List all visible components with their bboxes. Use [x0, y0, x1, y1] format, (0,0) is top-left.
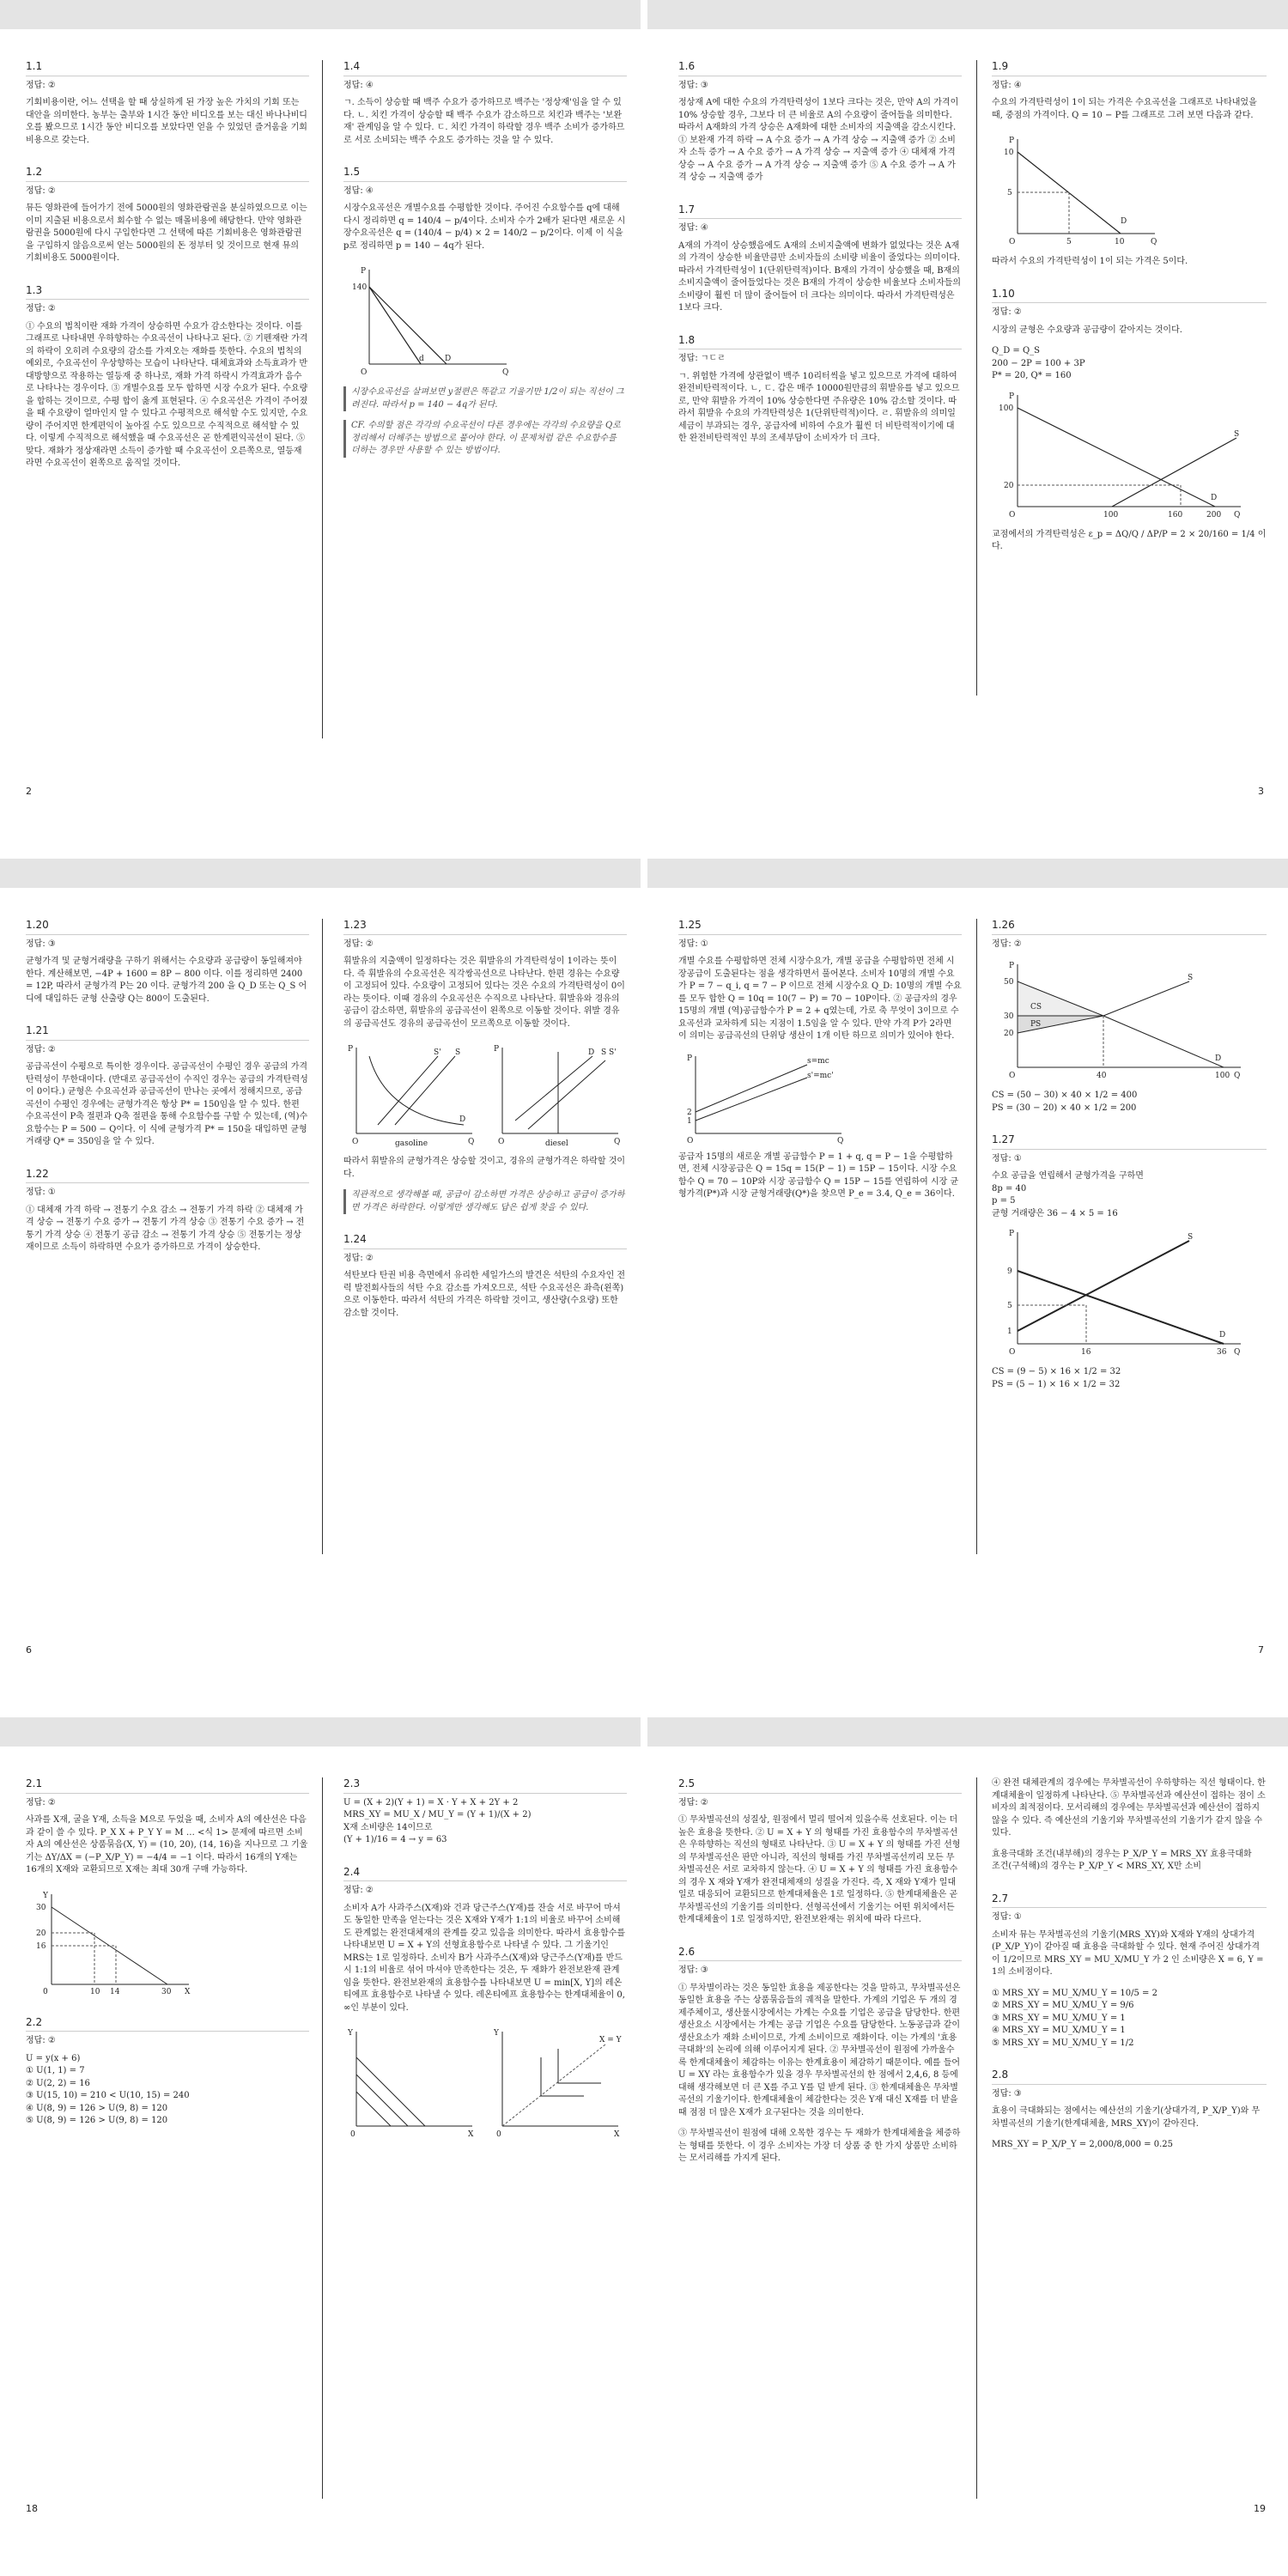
explanation: ① 무차별곡선의 성질상, 원점에서 멀리 떨어져 있을수록 선호된다. 이는 더 높은 효용을 뜻한다. ② U = X + Y 의 형태를 가진 효용함수의 무차별곡선은 우하향하는 직선의 형태로 나타난다. ③ U = X + Y 의 형태를 가진 선형의 무차별곡선은 판만 아니라, 직선의 형태를 가진 무차별곡선끼리 모든 무차별곡선은 서로 교차하지 않는다. ④ U = X + Y 의 형태를 가진 효용함수의 경우 X 재와 Y재가 완전대체재의 성질을 가진다. 즉, X 재와 Y재가 일대일로 대응되어 교환되므로 한계대체율은 1로 일정하다. ⑤ 한계대체율은 곧 무차별곡선의 기울기를 의미한다. 선형곡선에서 기울기는 어떤 위치에서든 한계대체율이 1로 일정하지만, 완전보완재는 위치에 따라 다르다.	[678, 1815, 961, 1924]
problem-1-8	[678, 334, 962, 446]
equation: X재 소비량은 14이므로	[343, 1822, 433, 1832]
svg-text:Y: Y	[348, 2029, 353, 2038]
page-number: 7	[1258, 1644, 1264, 1656]
equation: ① U(1, 1) = 7	[26, 2066, 85, 2075]
equation: U = (X + 2)(Y + 1) = X · Y + X + 2Y + 2	[343, 1797, 519, 1807]
svg-text:Q: Q	[1151, 238, 1157, 246]
problem-1-7	[678, 204, 962, 315]
page-number: 2	[26, 786, 32, 797]
svg-text:16: 16	[36, 1941, 46, 1951]
equation: U = y(x + 6)	[26, 2053, 81, 2063]
page-number: 18	[26, 2503, 38, 2514]
svg-text:O: O	[498, 1138, 505, 1146]
explanation: 수요의 가격탄력성이 1이 되는 가격은 수요곡선을 그래프로 나타내었을 때, 중점의 가격이다. Q = 10 − P를 그래프로 그려 보면 다음과 같다.	[992, 98, 1257, 120]
answer: 정답: ②	[26, 1044, 56, 1054]
svg-text:50: 50	[1004, 978, 1014, 987]
market-graph	[992, 386, 1249, 524]
equation: PS = (30 − 20) × 40 × 1/2 = 200	[992, 1103, 1137, 1113]
problem-1-1	[26, 60, 309, 147]
svg-text:30: 30	[1004, 1012, 1014, 1021]
answer: 정답: ④	[678, 223, 708, 233]
equation: ④ U(8, 9) = 126 > U(9, 8) = 120	[26, 2103, 168, 2113]
svg-text:O: O	[687, 1136, 694, 1145]
demand-graph	[343, 261, 515, 381]
svg-text:X = Y: X = Y	[599, 2036, 622, 2044]
gutter	[641, 0, 647, 859]
svg-text:P: P	[494, 1045, 500, 1054]
spread-1	[0, 0, 1288, 859]
spread-3	[0, 1717, 1288, 2576]
explanation: ④ 완전 대체관계의 경우에는 무차별곡선이 우하향하는 직선 형태이다. 한계대체율이 일정하게 나타난다. ⑤ 무차별곡선과 예산선이 접하는 점이 소비자의 최적점이다. 모서리해의 경우에는 무차별곡선과 예산선이 접하지 않을 수 있다. 즉 예산선의 기울기와 무차별곡선의 기울기가 같지 않을 수 있다.	[992, 1778, 1266, 1838]
answer: 정답: ①	[26, 1188, 56, 1197]
problem-1-10	[992, 288, 1267, 554]
svg-text:D: D	[445, 355, 452, 363]
svg-text:2: 2	[687, 1108, 692, 1117]
svg-text:Q: Q	[1234, 1072, 1241, 1080]
column	[992, 1777, 1267, 2171]
svg-text:20: 20	[1004, 1030, 1014, 1038]
svg-text:d: d	[419, 355, 424, 363]
problem-1-22	[26, 1168, 309, 1255]
svg-text:s'=mc': s'=mc'	[807, 1071, 834, 1080]
supply-graph	[678, 1052, 850, 1146]
section-title: 1.4	[343, 60, 627, 76]
svg-text:Y: Y	[494, 2029, 499, 2038]
conclusion: 교점에서의 가격탄력성은 ε_p = ΔQ/Q / ΔP/P = 2 × 20/160 = 1/4 이다.	[992, 529, 1267, 551]
svg-text:O: O	[352, 1138, 359, 1146]
svg-text:1: 1	[1007, 1327, 1012, 1336]
section-title: 1.5	[343, 166, 627, 182]
tip-note: 시장수요곡선을 살펴보면 y절편은 똑같고 기울기만 1/2이 되는 직선이 그려진다. 따라서 p = 140 − 4q가 된다.	[343, 386, 627, 411]
section-title: 1.7	[678, 204, 962, 220]
section-title: 1.2	[26, 166, 309, 182]
svg-text:100: 100	[999, 404, 1014, 413]
problem-1-3	[26, 284, 309, 471]
tip-note: 직관적으로 생각해볼 때, 공급이 감소하면 가격은 상승하고 공급이 증가하면 가격은 하락한다. 이렇게만 생각해도 답은 쉽게 찾을 수 있다.	[343, 1189, 627, 1214]
explanation: 정상재 A에 대한 수요의 가격탄력성이 1보다 크다는 것은, 만약 A의 가격이 10% 상승할 경우, 그보다 더 큰 비율로 A의 수요량이 줄어들을 의미한다. 따라서 A재화의 가격 상승은 A재화에 대한 소비자의 지출액을 감소시킨다. ① 보완재 가격 하락 → A 수요 증가 → A 가격 상승 → 지출액 증가 ② 소비자 소득 증가 → A 수요 증가 → A 가격 상승 → 지출액 증가 ④ 대체재 가격 상승 → A 수요 증가 → A 가격 상승 → 지출액 증가 ⑤ A 수요 증가 → A 가격 상승 → 지출액 증가	[678, 98, 959, 182]
explanation: ㄱ. 위험한 가격에 상관없이 백주 10리터씩을 넣고 있으므로 가격에 대하여 완전비탄력적이다. ㄴ, ㄷ. 갑은 매주 10000원만큼의 휘발유를 넣고 있으므로, 만약 휘발유 가격이 10% 상승한다면 주유량은 10% 감소할 것이다. 따라서 휘발유 수요의 가격탄력성은 1(단위탄력적)이다. ㄹ. 휘발유의 의미일 세금이 부과되는 경우, 공급자에 비하여 수요가 훨씬 더 비탄력적이기에 대한 완전비탄력적인 부의 조세부담이 소비자가 더 크다.	[678, 371, 960, 443]
svg-text:O: O	[1009, 1348, 1016, 1357]
section-title: 1.8	[678, 334, 962, 350]
svg-text:160: 160	[1168, 510, 1183, 519]
problem-1-26	[992, 919, 1267, 1115]
svg-text:5: 5	[1007, 1302, 1012, 1310]
svg-text:S: S	[1188, 974, 1194, 982]
answer: 정답: ②	[343, 1886, 374, 1895]
svg-text:Q: Q	[1234, 1348, 1241, 1357]
section-title: 1.23	[343, 919, 627, 935]
answer: 정답: ②	[992, 307, 1022, 317]
explanation: ① 무차별이라는 것은 동일한 효용을 제공한다는 것을 말하고, 무차별곡선은 동일한 효용을 주는 상품묶음들의 궤적을 말한다. 가계의 기업은 두 개의 경제주체이고, 생산물시장에서는 가계는 수요를 기업은 공급을 담당한다. 한편 생산요소 시장에서는 가계는 공급 기업은 수요를 담당한다. 노동공급과 같이 생산요소가 재화 소비이므로, 가계 소비이므로 재화이다. 이는 가계의 '효용극대화'의 논리에 의해 이루어지게 된다. ② 무차별곡선이 원점에 가까울수록 한계대체율이 체감하는 이유는 한계효용이 체감하기 때문이다. 예를 들어 U = XY 라는 효용함수가 있을 경우 무차별곡선의 한 점에서 2,4,6, 8 등에 대해 생각해보면 더 큰 X를 주고 Y를 덜 받게 된다. ③ 한계대체율은 무차별곡선의 기울기이다. 한계대체율이 체감한다는 것은 Y재 대신 X재를 더 받을 때 점점 더 많은 X재가 요구된다는 것을 의미한다.	[678, 1983, 961, 2117]
explanation: ㄱ. 소득이 상승할 때 백주 수요가 증가하므로 백주는 '정상재'임을 알 수 있다. ㄴ. 치킨 가격이 상승할 때 백주 수요가 감소하므로 치킨과 백주는 '보완재' 관계임을 알 수 있다. ㄷ. 치킨 가격이 하락할 경우 백주 소비가 증가하므로 서로 소비되는 백주 수요도 증가하는 것을 알 수 있다.	[343, 98, 625, 145]
explanation: 석탄보다 탄권 비용 측면에서 유리한 세일가스의 발견은 석탄의 수요자인 전력 발전회사들의 석탄 수요 감소를 가져오므로, 석탄 수요곡선은 좌측(왼쪽)으로 이동한다. 따라서 석탄의 가격은 하락할 것이고, 생산량(수요량) 또한 감소할 것이다.	[343, 1271, 626, 1318]
section-title: 1.3	[26, 284, 309, 301]
explanation: ③ 무차별곡선이 원점에 대해 오목한 경우는 두 재화가 한계대체율을 체증하는 형태를 뜻한다. 이 경우 소비자는 가장 더 상품 중 한 가지 상품만 소비하는 모서리해를 가지게 된다.	[678, 2129, 961, 2163]
column-divider	[322, 60, 323, 738]
svg-text:X: X	[185, 1987, 191, 1996]
svg-text:D: D	[1121, 217, 1127, 226]
svg-text:5: 5	[1007, 189, 1012, 197]
surplus-graph	[992, 1224, 1249, 1361]
section-title: 1.10	[992, 288, 1267, 304]
explanation: 개별 수요를 수평합하면 전체 시장수요가, 개별 공급을 수평합하면 전체 시장공급이 도출된다는 점을 생각하면서 풀어본다. 소비자 10명의 개별 수요가 P = 7 − q_i, q = 7 − P 이므로 전체 시장수요 Q_D: 10명의 개별 수요를 모두 합한 Q = 10q = 10(7 − P) = 70 − 10P이다. ② 공급자의 경우 15명의 개별 (역)공급함수가 P = 2 + q였는데, 가로 축 무엇이 3이므로 수요곡선과 교차하게 되는 지점이 1.5임을 알 수 있다. 만약 가격 P가 2라면 이 의미는 공급곡선의 단위당 생산이 1개 이탄 하므로 의미가 있어야 한다.	[678, 957, 962, 1041]
column	[992, 919, 1267, 1410]
svg-text:O: O	[361, 368, 368, 377]
svg-text:s=mc: s=mc	[807, 1056, 829, 1066]
svg-text:0: 0	[43, 1987, 48, 1996]
svg-text:S: S	[1234, 429, 1240, 439]
svg-text:X: X	[614, 2130, 620, 2139]
problem-2-5	[678, 1777, 962, 1927]
answer: 정답: ②	[26, 2036, 56, 2045]
page-number: 6	[26, 1644, 32, 1656]
explanation: 효용이 극대화되는 점에서는 예산선의 기울기(상대가격, P_X/P_Y)와 무차별곡선의 기울기(한계대체율, MRS_XY)이 같아진다.	[992, 2106, 1261, 2129]
explanation: 사과를 X재, 굴을 Y재, 소득을 M으로 두었을 때, 소비자 A의 예산선은 다음과 같이 쓸 수 있다. P_X X + P_Y Y = M … <식 1> 문제에 따르면 소비자 A의 예산선은 상품묶음(X, Y) = (10, 20), (14, 16)을 지나므로 그 기울기는 ΔY/ΔX = (−P_X/P_Y) = −4/4 = −1 이다. 따라서 16개의 Y재는 16개의 X재와 교환되므로 X재는 최대 30개 구매 가능하다.	[26, 1815, 308, 1874]
svg-text:PS: PS	[1030, 1020, 1042, 1029]
explanation: ① 수요의 법칙이란 재화 가격이 상승하면 수요가 감소한다는 것이다. 이를 그래프로 나타내면 우하향하는 수요곡선이 나타나고 된다. ② 기펜재란 가격의 하락이 오히려 수요량의 감소를 가져오는 재화를 뜻한다. 수요의 법칙의 예외로, 수요곡선이 우상향하는 모습이 나타난다. 대체효과와 소득효과가 반대방향으로 작용하는 열등재 중 하나로, 재화 가격 하락시 가격효과가 음수로 나타나는 경우이다. ③ 개별수요를 모두 합하면 시장 수요가 된다. 수요량을 합하는 것이므로, 수평 합이 옳게 표현된다. ④ 수요곡선은 가격이 주어졌을 때 수요량이 얼마인지 알 수 있다고 수평적으로 해석할 수도 있지만, 수요량이 주어지면 한계편익이 높아질 수도 있으므로 수직적으로 해석할 수 있다. 이렇게 수직적으로 해석했을 때 수요곡선은 곧 한계편익곡선이 된다. ⑤ 맞다. 재화가 정상재라면 소득이 증가할 때 수요곡선이 오른쪽으로, 열등재라면 수요곡선이 왼쪽으로 움직일 것이다.	[26, 321, 308, 468]
svg-text:D: D	[1215, 1054, 1222, 1063]
svg-text:30: 30	[36, 1903, 46, 1912]
answer: 정답: ②	[26, 80, 56, 90]
explanation: 시장의 균형은 수요량과 공급량이 같아지는 것이다.	[992, 325, 1182, 335]
explanation: A재의 가격이 상승했음에도 A재의 소비지출액에 변화가 없었다는 것은 A재의 가격이 상승한 비율만큼만 소비자들의 소비량 비율이 줄었다는 의미이다. 따라서 가격탄력성이 1(단위탄력적)이다. B재의 가격이 상승했을 때, B재의 소비지출액이 줄어들었다는 것은 B재의 가격이 상승한 비율보다 소비자들의 소비량이 훨씬 더 많이 줄어들어 더 크다는 의미이다. 따라서 가격탄력성은 1보다 크다.	[678, 240, 962, 313]
surplus-graph	[992, 956, 1249, 1084]
column	[26, 60, 309, 489]
svg-text:X: X	[468, 2130, 474, 2139]
section-title: 2.5	[678, 1777, 962, 1794]
svg-text:Q: Q	[468, 1138, 475, 1146]
problem-2-8	[992, 2069, 1267, 2152]
column-divider	[322, 919, 323, 1554]
gutter	[641, 1717, 647, 2576]
section-title: 2.1	[26, 1777, 309, 1794]
equation: ③ MRS_XY = MU_X/MU_Y = 1	[992, 2013, 1126, 2023]
equation: 균형 거래량은 36 − 4 × 5 = 16	[992, 1208, 1118, 1218]
column	[992, 60, 1267, 573]
section-title: 1.6	[678, 60, 962, 76]
equation: MRS_XY = P_X/P_Y = 2,000/8,000 = 0.25	[992, 2140, 1173, 2149]
problem-1-9	[992, 60, 1267, 269]
problem-1-6	[678, 60, 962, 185]
column	[343, 60, 627, 477]
svg-text:S: S	[455, 1048, 461, 1057]
page-header-bar	[647, 859, 1288, 888]
svg-text:100: 100	[1215, 1072, 1230, 1080]
section-title: 1.26	[992, 919, 1267, 935]
svg-text:Q: Q	[614, 1138, 621, 1146]
svg-text:gasoline: gasoline	[395, 1139, 428, 1148]
explanation: 시장수요곡선은 개별수요를 수평합한 것이다. 주어진 수요함수를 q에 대해 다시 정리하면 q = 140/4 − p/4이다. 소비자 수가 2배가 된다면 새로운 시장수요곡선은 q = (140/4 − p/4) × 2 = 140/2 − p/2이다. 이제 이 식을 p로 정리하면 p = 140 − 4q가 된다.	[343, 204, 626, 251]
svg-text:Q: Q	[837, 1136, 844, 1145]
equation: 200 − 2P = 100 + 3P	[992, 358, 1085, 368]
svg-text:5: 5	[1066, 238, 1072, 246]
column-divider	[322, 1777, 323, 2499]
svg-text:36: 36	[1217, 1348, 1227, 1357]
equation: ③ U(15, 10) = 210 < U(10, 15) = 240	[26, 2091, 190, 2100]
svg-text:0: 0	[496, 2130, 501, 2139]
svg-text:40: 40	[1097, 1072, 1107, 1080]
section-title: 2.3	[343, 1777, 627, 1794]
explanation: 소비자 뮤는 무차별곡선의 기울기(MRS_XY)와 X재와 Y재의 상대가격(P_X/P_Y)이 같아질 때 효용을 극대화할 수 있다. 현재 주어진 상대가격이 1/2이므로 MRS_XY = MU_X/MU_Y 가 2 인 소비량은 X = 6, Y = 1의 소비점이다.	[992, 1929, 1264, 1977]
svg-text:diesel: diesel	[545, 1139, 568, 1148]
equation: p = 5	[992, 1196, 1016, 1206]
svg-text:D: D	[1211, 493, 1218, 502]
answer: 정답: ③	[26, 939, 56, 949]
svg-text:P: P	[1009, 1230, 1015, 1238]
equation: PS = (5 − 1) × 16 × 1/2 = 32	[992, 1379, 1121, 1389]
answer: 정답: ③	[678, 80, 708, 90]
problem-2-6	[678, 1946, 962, 2166]
explanation: 휘발유의 지출액이 일정하다는 것은 휘발유의 가격탄력성이 1이라는 뜻이다. 즉 휘발유의 수요곡선은 직각쌍곡선으로 나타난다. 한편 경유는 수요량이 고정되어 있다. 수요량이 고정되어 있다는 것은 수요의 가격탄력성이 0이라는 뜻이다. 이때 경유의 수요곡선은 수직으로 나타난다. 휘발유와 경유의 공급이 감소하면, 휘발유의 공급곡선이 왼쪽으로 이동할 것이다. 위발 경유의 공급곡선도 경유의 공급곡선이 모르쪽으로 이동할 것이다.	[343, 957, 625, 1029]
svg-text:D: D	[1219, 1331, 1226, 1340]
svg-text:14: 14	[110, 1987, 120, 1996]
problem-1-5	[343, 166, 627, 458]
problem-2-4	[343, 1866, 627, 2144]
explanation: 균형가격 및 균형거래량을 구하기 위해서는 수요량과 공급량이 동일해져야 한다. 계산해보면, −4P + 1600 = 8P − 800 이다. 이를 정리하면 2400 = 12P, 따라서 균형가격 P는 20 이다. 균형가격 200 을 Q_D 또는 Q_S 어디에 대입하든 균형 산출량 Q는 800이 도출된다.	[26, 957, 307, 1004]
answer: 정답: ③	[992, 2088, 1022, 2099]
svg-text:O: O	[1009, 510, 1016, 519]
problem-2-6-continued	[992, 1777, 1267, 1874]
answer: 정답: ②	[343, 1253, 374, 1263]
gutter	[641, 859, 647, 1717]
equation: CS = (50 − 30) × 40 × 1/2 = 400	[992, 1091, 1138, 1100]
equation: ⑤ MRS_XY = MU_X/MU_Y = 1/2	[992, 2038, 1134, 2048]
equation: Q_D = Q_S	[992, 346, 1041, 355]
svg-text:9: 9	[1007, 1267, 1012, 1276]
section-title: 1.22	[26, 1168, 309, 1184]
svg-text:200: 200	[1206, 510, 1222, 519]
answer: 정답: ②	[26, 185, 56, 196]
svg-text:CS: CS	[1030, 1003, 1042, 1012]
answer: 정답: ②	[26, 1797, 56, 1807]
equation: (Y + 1)/16 = 4 → y = 63	[343, 1835, 447, 1844]
problem-1-24	[343, 1233, 627, 1320]
equation: ② MRS_XY = MU_X/MU_Y = 9/6	[992, 2001, 1134, 2010]
page-header-bar	[0, 859, 641, 888]
column-divider	[976, 919, 977, 1554]
answer: 정답: ①	[992, 1153, 1022, 1163]
answer: 정답: ①	[992, 1912, 1022, 1922]
svg-text:S: S	[1188, 1233, 1194, 1242]
answer: 정답: ③	[678, 1965, 708, 1975]
answer: 정답: ④	[343, 80, 374, 90]
answer: 정답: ㄱㄷㄹ	[678, 354, 726, 363]
problem-2-2	[26, 2016, 309, 2128]
page-header-bar	[0, 1717, 641, 1747]
equation: ① MRS_XY = MU_X/MU_Y = 10/5 = 2	[992, 1988, 1157, 1998]
svg-text:S': S'	[434, 1048, 441, 1057]
svg-text:P: P	[687, 1054, 693, 1063]
problem-2-7	[992, 1893, 1267, 2050]
equation: 효용극대화 조건(내부해)의 경우는 P_X/P_Y = MRS_XY 효용극대화	[992, 1849, 1252, 1859]
equation: 조건(구석해)의 경우는 P_X/P_Y < MRS_XY, X만 소비	[992, 1862, 1202, 1871]
explanation: 공급곡선이 수평으로 특이한 경우이다. 공급곡선이 수평인 경우 공급의 가격탄력성이 무한대이다. (반대로 공급곡선이 수직인 경우는 공급의 가격탄력성이 0이다.) 균형은 수요곡선과 공급곡선이 만나는 곳에서 정해지므로, 공급곡선이 수평인 경우에는 균형가격은 항상 P* = 150임을 알 수 있다. 한편 수요곡선이 P축 절편과 Q축 절편을 통해 수요함수를 구할 수 있는데, (역)수요함수는 P = 500 − Q이다. 이 식에 균형가격 P* = 150을 대입하면 균형거래량 Q* = 350임을 알 수 있다.	[26, 1062, 308, 1146]
column	[678, 919, 962, 1220]
svg-text:140: 140	[352, 283, 368, 292]
svg-text:P: P	[1009, 137, 1015, 145]
section-title: 1.27	[992, 1133, 1267, 1150]
column	[26, 1777, 309, 2147]
section-title: 1.21	[26, 1024, 309, 1041]
svg-text:P: P	[348, 1045, 354, 1054]
conclusion: 공급자 15명의 새로운 개별 공급함수 P = 1 + q, q = P − 1을 수평합하면, 전체 시장공급은 Q = 15q = 15(P − 1) = 15P − 15이다. 시장 수요함수 Q = 70 − 10P와 시장 공급함수 Q = 15P − 15를 연립하여 시장 균형가격(P*)과 시장 균형거래량(Q*)을 찾으면 P_e = 3.4, Q_e = 36이다.	[678, 1151, 959, 1199]
page-header-bar	[647, 1717, 1288, 1747]
problem-1-25	[678, 919, 962, 1201]
section-title: 1.1	[26, 60, 309, 76]
svg-text:Y: Y	[43, 1891, 48, 1900]
svg-text:20: 20	[1004, 481, 1014, 490]
svg-text:10: 10	[1004, 149, 1014, 157]
budget-line-graph	[26, 1886, 197, 1997]
answer: 정답: ①	[678, 939, 708, 949]
problem-2-1	[26, 1777, 309, 1997]
problem-1-2	[26, 166, 309, 265]
section-title: 2.6	[678, 1946, 962, 1962]
svg-text:0: 0	[350, 2130, 355, 2139]
answer: 정답: ②	[992, 939, 1022, 949]
equation: ⑤ U(8, 9) = 126 > U(9, 8) = 120	[26, 2116, 168, 2125]
svg-text:S S': S S'	[601, 1048, 617, 1057]
equation: ④ MRS_XY = MU_X/MU_Y = 1	[992, 2026, 1126, 2035]
problem-1-20	[26, 919, 309, 1005]
equation: CS = (9 − 5) × 16 × 1/2 = 32	[992, 1367, 1121, 1376]
svg-text:O: O	[1009, 238, 1016, 246]
problem-1-4	[343, 60, 627, 147]
svg-text:10: 10	[1115, 238, 1125, 246]
explanation: 뮤든 영화관에 들어가기 전에 5000원의 영화관람권을 분실하였으므로 이는 이미 지출된 비용으로서 회수할 수 없는 매몰비용에 해당한다. 만약 영화관람권을 5000원에 다시 구입한다면 그 선택에 따른 기회비용은 영화관람권을 구입하지 않음으로써 얻는 5000원의 돈 정부터 잊 것이므로 현재 뮤의 기회비용도 5000원이다.	[26, 204, 307, 263]
problem-1-27	[992, 1133, 1267, 1391]
problem-1-23	[343, 919, 627, 1214]
column	[343, 1777, 627, 2162]
column-divider	[976, 1777, 977, 2499]
section-title: 2.2	[26, 2016, 309, 2032]
section-title: 1.20	[26, 919, 309, 935]
svg-text:Q: Q	[1234, 510, 1241, 519]
answer: 정답: ②	[26, 304, 56, 313]
section-title: 2.8	[992, 2069, 1267, 2085]
answer: 정답: ②	[343, 939, 374, 949]
page-number: 3	[1258, 786, 1264, 797]
spread-2	[0, 859, 1288, 1717]
conclusion: 따라서 휘발유의 균형가격은 상승할 것이고, 경유의 균형가격은 하락할 것이다.	[343, 1157, 626, 1179]
answer: 정답: ④	[343, 185, 374, 196]
column-divider	[976, 60, 977, 696]
svg-text:16: 16	[1081, 1348, 1091, 1357]
indifference-graphs	[343, 2023, 627, 2143]
section-title: 1.9	[992, 60, 1267, 76]
equation: MRS_XY = MU_X / MU_Y = (Y + 1)/(X + 2)	[343, 1810, 532, 1820]
svg-text:D: D	[459, 1115, 466, 1124]
svg-text:D: D	[588, 1048, 595, 1057]
problem-1-21	[26, 1024, 309, 1149]
column	[343, 919, 627, 1339]
section-title: 2.7	[992, 1893, 1267, 1909]
svg-text:Q: Q	[502, 368, 509, 377]
page-header-bar	[647, 0, 1288, 29]
svg-text:100: 100	[1103, 510, 1119, 519]
page-number: 19	[1254, 2503, 1266, 2514]
section-title: 1.25	[678, 919, 962, 935]
demand-graph	[992, 131, 1163, 251]
problem-2-3	[343, 1777, 627, 1847]
answer: 정답: ④	[992, 80, 1022, 90]
column	[678, 1777, 962, 2184]
page-header-bar	[0, 0, 641, 29]
svg-text:1: 1	[687, 1116, 692, 1126]
answer: 정답: ②	[678, 1797, 708, 1807]
tip-note: CF. 수의할 점은 각각의 수요곡선이 다른 경우에는 각각의 수요량을 Q로 정리해서 더해주는 방법으로 풀어야 한다. 이 문제처럼 같은 수요함수를 더하는 경우만 사용할 수 있는 방법이다.	[343, 420, 627, 458]
column	[678, 60, 962, 465]
explanation: 소비자 A가 사과주스(X재)와 건과 당근주스(Y재)를 잔술 서로 바꾸어 마셔도 동일한 만족을 얻는다는 것은 X재와 Y재가 1:1의 비율로 바꾸어 소비해도 관계없는 완전대체재의 관계를 갖고 있음을 의미한다. 따라서 효용함수를 나타내보면 U = X + Y의 선형효용함수로 나타낼 수 있다. 그 기울기인 MRS는 1로 일정하다. 소비자 B가 사과주스(X재)와 당근주스(Y재)를 반드시 1:1의 비율로 섞어 마셔야 만족한다는 것은, 두 재화가 완전보완재 관계임을 뜻한다. 완전보완재의 효용함수를 나타내보면 U = min[X, Y]의 레온티에프 효용함수로 나타낼 수 있다. 레온티에프 효용함수는 한계대체율이 0, ∞인 부분이 있다.	[343, 1903, 626, 2013]
section-title: 2.4	[343, 1866, 627, 1882]
section-title: 1.24	[343, 1233, 627, 1249]
conclusion: 따라서 수요의 가격탄력성이 1이 되는 가격은 5이다.	[992, 257, 1188, 266]
svg-text:P: P	[1009, 962, 1015, 970]
explanation: 수요 공급을 연립해서 균형가격을 구하면	[992, 1171, 1144, 1181]
column	[26, 919, 309, 1273]
equation: 8p = 40	[992, 1183, 1027, 1194]
equation: P* = 20, Q* = 160	[992, 371, 1072, 380]
gasoline-diesel-graphs	[343, 1039, 627, 1151]
explanation: ① 대체재 가격 하락 → 전통기 수요 감소 → 전통기 가격 하락 ② 대체재 가격 상승 → 전통기 수요 증가 → 전통기 가격 상승 ③ 전통기 수요 증가 → 전통기 가격 상승 ④ 전통기 공급 감소 → 전통기 가격 상승 ⑤ 전통기는 정상재이므로 소득이 하락하면 수요가 증가하므로 가격이 상승한다.	[26, 1205, 305, 1252]
svg-text:10: 10	[90, 1987, 100, 1996]
svg-text:20: 20	[36, 1929, 46, 1938]
explanation: 기회비용이란, 어느 선택을 할 때 상실하게 된 가장 높은 가치의 기회 또는 대안을 의미한다. 농부는 출부와 1시간 동안 비디오를 보는 대신 바나나비디오를 봤으므로 1시간 동안 비디오를 보았다면 얻을 수 있었던 즐거움을 기회비용으로 갖는다.	[26, 98, 307, 145]
svg-text:P: P	[361, 267, 367, 276]
svg-text:P: P	[1009, 392, 1015, 401]
svg-text:30: 30	[161, 1987, 172, 1996]
svg-text:O: O	[1009, 1072, 1016, 1080]
equation: ② U(2, 2) = 16	[26, 2078, 90, 2088]
